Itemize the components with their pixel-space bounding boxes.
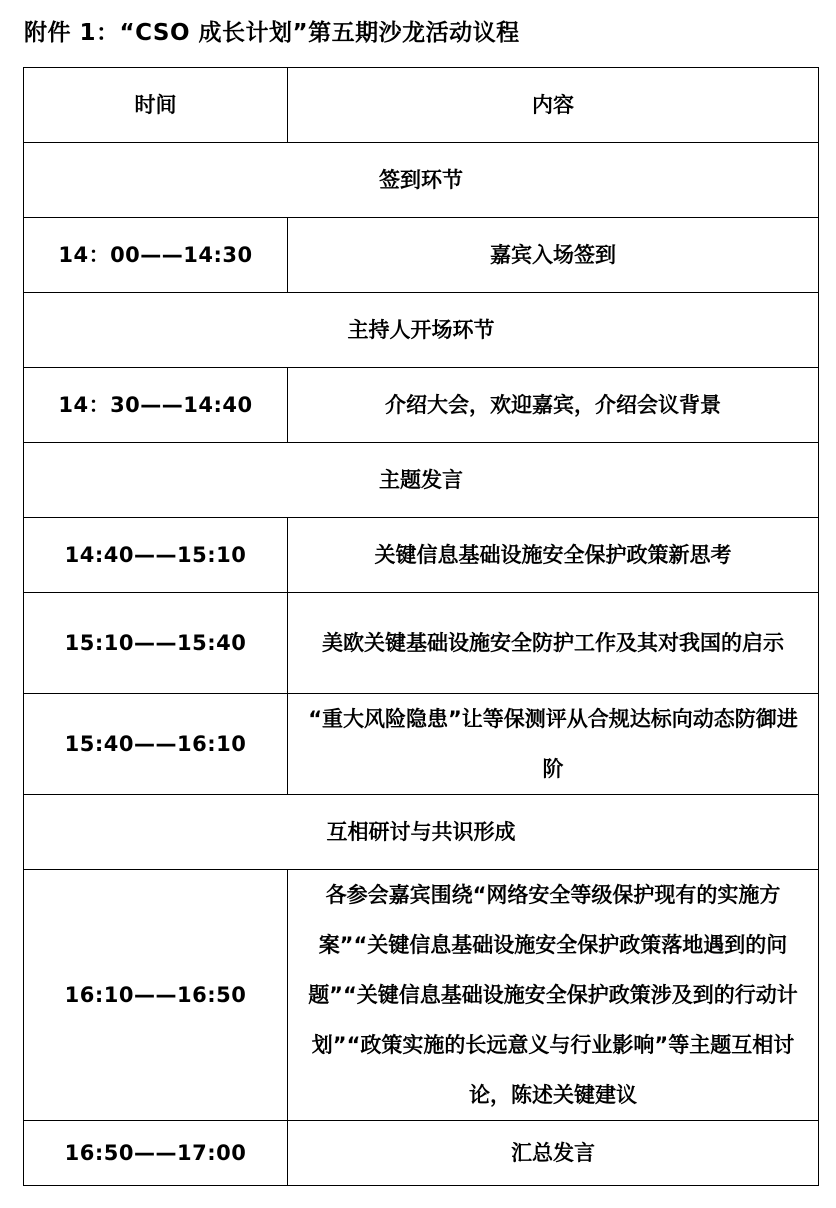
table-header-row	[24, 68, 819, 143]
time-cell: 14：00——14:30	[24, 218, 288, 293]
content-cell: 嘉宾入场签到	[288, 218, 819, 293]
time-cell: 15:10——15:40	[24, 593, 288, 694]
agenda-table	[23, 67, 819, 1186]
content-cell: 美欧关键基础设施安全防护工作及其对我国的启示	[288, 593, 819, 694]
table-row	[24, 1121, 819, 1186]
table-row	[24, 218, 819, 293]
time-cell: 16:10——16:50	[24, 870, 288, 1121]
section-title-speech: 主题发言	[24, 443, 819, 518]
content-cell: 各参会嘉宾围绕“网络安全等级保护现有的实施方案”“关键信息基础设施安全保护政策落地遇到的问题”“关键信息基础设施安全保护政策涉及到的行动计划”“政策实施的长远意义与行业影响”等主题互相讨论，陈述关键建议	[288, 870, 819, 1121]
section-row-host	[24, 293, 819, 368]
content-cell: “重大风险隐患”让等保测评从合规达标向动态防御进阶	[288, 694, 819, 795]
page-title: 附件 1：“CSO 成长计划”第五期沙龙活动议程	[24, 20, 520, 46]
table-row	[24, 694, 819, 795]
section-title-host: 主持人开场环节	[24, 293, 819, 368]
header-content: 内容	[288, 68, 819, 143]
header-time: 时间	[24, 68, 288, 143]
content-cell: 汇总发言	[288, 1121, 819, 1186]
section-row-discussion	[24, 795, 819, 870]
section-title-discussion: 互相研讨与共识形成	[24, 795, 819, 870]
content-cell: 介绍大会，欢迎嘉宾，介绍会议背景	[288, 368, 819, 443]
time-cell: 16:50——17:00	[24, 1121, 288, 1186]
time-cell: 15:40——16:10	[24, 694, 288, 795]
section-row-speech	[24, 443, 819, 518]
table-row	[24, 870, 819, 1121]
table-row	[24, 593, 819, 694]
section-title-signin: 签到环节	[24, 143, 819, 218]
content-cell: 关键信息基础设施安全保护政策新思考	[288, 518, 819, 593]
time-cell: 14：30——14:40	[24, 368, 288, 443]
table-row	[24, 518, 819, 593]
section-row-signin	[24, 143, 819, 218]
time-cell: 14:40——15:10	[24, 518, 288, 593]
table-row	[24, 368, 819, 443]
